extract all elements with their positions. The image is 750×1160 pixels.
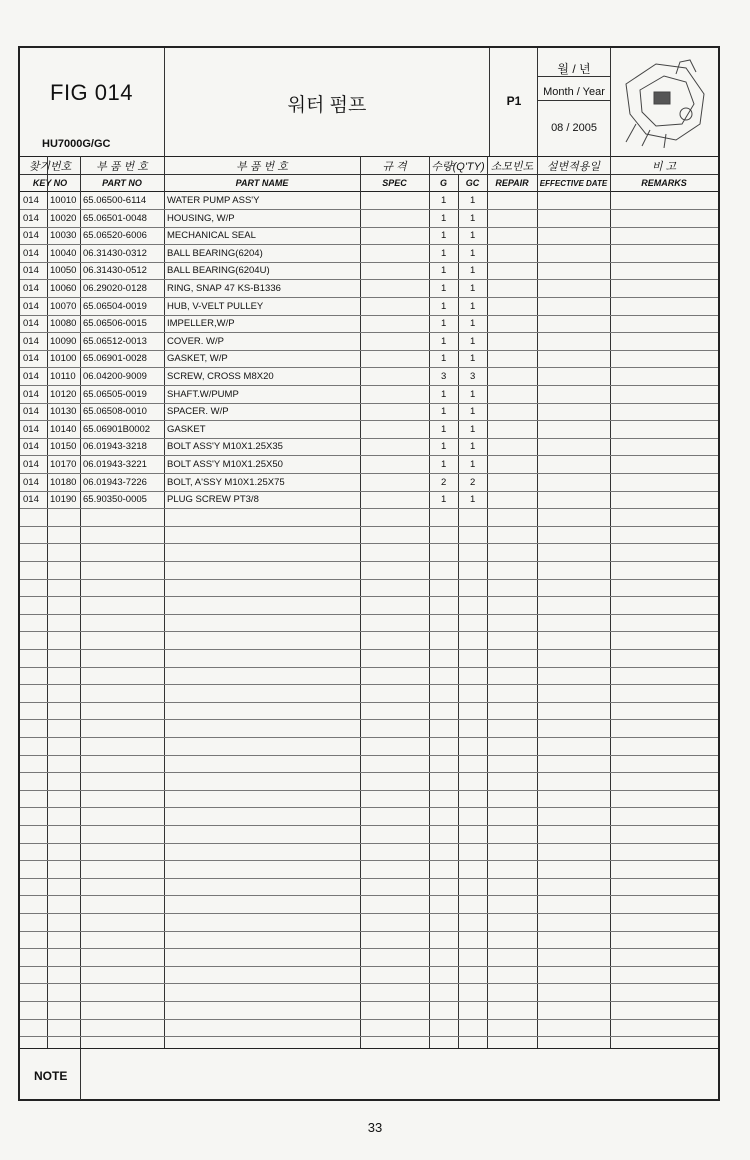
- part-no-cell: 65.06508-0010: [83, 406, 147, 418]
- part-name-cell: SHAFT.W/PUMP: [167, 388, 239, 400]
- key-no-cell: 10190: [50, 494, 77, 506]
- key-no-cell: 10080: [50, 318, 77, 330]
- qty-g-cell: 1: [441, 265, 447, 277]
- col-qty-ko: 수량(Q'TY): [431, 161, 485, 173]
- part-no-cell: 65.90350-0005: [83, 494, 147, 506]
- part-no-cell: 06.01943-3221: [83, 459, 147, 470]
- page-title: 워터 펌프: [287, 95, 367, 116]
- col-spec-ko: 규 격: [382, 161, 407, 173]
- col-spec-en: SPEC: [382, 178, 407, 188]
- part-no-cell: 65.06505-0019: [83, 388, 147, 400]
- model-name: HU7000G/GC: [42, 138, 111, 150]
- part-name-cell: BOLT ASS'Y M10X1.25X50: [167, 459, 283, 470]
- figure-number: FIG 014: [50, 80, 133, 105]
- part-no-cell: 06.01943-7226: [83, 476, 147, 488]
- part-no-cell: 06.31430-0312: [83, 247, 147, 259]
- part-no-cell: 06.04200-9009: [83, 371, 147, 382]
- col-name-ko: 부 품 번 호: [236, 161, 288, 173]
- part-no-cell: 65.06504-0019: [83, 300, 147, 312]
- month-year-label-ko: 월 / 년: [557, 62, 591, 76]
- col-remarks-ko: 비 고: [651, 161, 677, 173]
- qty-gc-cell: 1: [470, 388, 476, 400]
- qty-gc-cell: 1: [470, 230, 476, 242]
- qty-gc-cell: 1: [470, 423, 476, 435]
- col-repair-ko: 소모빈도: [490, 161, 534, 173]
- part-name-cell: GASKET: [167, 423, 206, 435]
- fig-cell: 014: [23, 494, 39, 506]
- part-name-cell: COVER. W/P: [167, 335, 225, 347]
- key-no-cell: 10060: [50, 283, 77, 294]
- qty-g-cell: 1: [441, 441, 447, 453]
- qty-gc-cell: 1: [470, 247, 476, 259]
- col-part-ko: 부 품 번 호: [96, 161, 148, 173]
- month-year-label-en: Month / Year: [543, 86, 605, 98]
- col-part-en: PART NO: [102, 178, 142, 188]
- key-no-cell: 10010: [50, 195, 77, 206]
- col-repair-en: REPAIR: [495, 178, 529, 188]
- qty-g-cell: 1: [441, 247, 447, 259]
- col-effective-en: EFFECTIVE DATE: [539, 179, 608, 188]
- qty-g-cell: 1: [441, 195, 447, 206]
- part-name-cell: BOLT ASS'Y M10X1.25X35: [167, 441, 283, 453]
- part-name-cell: BOLT, A'SSY M10X1.25X75: [167, 476, 285, 488]
- part-no-cell: 65.06520-6006: [83, 230, 147, 242]
- qty-g-cell: 1: [441, 300, 447, 312]
- part-no-cell: 65.06512-0013: [83, 335, 147, 347]
- part-name-cell: BALL BEARING(6204U): [167, 265, 270, 277]
- part-no-cell: 65.06500-6114: [83, 195, 147, 206]
- qty-g-cell: 1: [441, 459, 447, 470]
- fig-cell: 014: [23, 371, 39, 382]
- qty-gc-cell: 1: [470, 318, 476, 330]
- key-no-cell: 10120: [50, 388, 77, 400]
- qty-gc-cell: 1: [470, 353, 476, 365]
- col-effective-ko: 설변적용일: [546, 161, 601, 173]
- fig-cell: 014: [23, 212, 39, 224]
- key-no-cell: 10170: [50, 459, 77, 470]
- key-no-cell: 10090: [50, 335, 77, 347]
- qty-g-cell: 1: [441, 335, 447, 347]
- col-key-ko: 찾기번호: [28, 161, 72, 173]
- qty-g-cell: 2: [441, 476, 447, 488]
- fig-cell: 014: [23, 300, 39, 312]
- qty-gc-cell: 1: [470, 441, 476, 453]
- col-remarks-en: REMARKS: [641, 178, 687, 188]
- fig-cell: 014: [23, 318, 39, 330]
- qty-g-cell: 1: [441, 230, 447, 242]
- part-no-cell: 65.06901B0002: [83, 423, 151, 435]
- fig-cell: 014: [23, 423, 39, 435]
- fig-cell: 014: [23, 388, 39, 400]
- fig-cell: 014: [23, 406, 39, 418]
- fig-cell: 014: [23, 247, 39, 259]
- qty-gc-cell: 1: [470, 494, 476, 506]
- qty-g-cell: 1: [441, 318, 447, 330]
- fig-cell: 014: [23, 283, 39, 294]
- fig-cell: 014: [23, 230, 39, 242]
- month-year-value: 08 / 2005: [551, 122, 597, 134]
- part-name-cell: SCREW, CROSS M8X20: [167, 371, 274, 382]
- qty-gc-cell: 1: [470, 265, 476, 277]
- qty-g-cell: 1: [441, 283, 447, 294]
- qty-g-cell: 1: [441, 406, 447, 418]
- key-no-cell: 10130: [50, 406, 77, 418]
- part-name-cell: WATER PUMP ASS'Y: [167, 195, 260, 206]
- part-no-cell: 65.06506-0015: [83, 318, 147, 330]
- part-name-cell: HUB, V-VELT PULLEY: [167, 300, 264, 312]
- key-no-cell: 10040: [50, 247, 77, 259]
- key-no-cell: 10110: [50, 371, 76, 382]
- part-no-cell: 06.29020-0128: [83, 283, 147, 294]
- note-box: [20, 1048, 718, 1100]
- part-name-cell: MECHANICAL SEAL: [167, 230, 256, 242]
- fig-cell: 014: [23, 441, 39, 453]
- fig-cell: 014: [23, 195, 39, 206]
- qty-g-cell: 3: [441, 371, 447, 382]
- key-no-cell: 10100: [50, 353, 77, 365]
- col-qty-gc: GC: [465, 178, 480, 188]
- col-name-en: PART NAME: [235, 178, 289, 188]
- part-name-cell: IMPELLER,W/P: [167, 318, 235, 330]
- qty-gc-cell: 1: [470, 195, 476, 206]
- part-no-cell: 06.31430-0512: [83, 265, 147, 277]
- page-number: 33: [367, 1120, 383, 1135]
- part-name-cell: GASKET, W/P: [167, 353, 228, 365]
- part-no-cell: 65.06501-0048: [83, 212, 147, 224]
- qty-g-cell: 1: [441, 423, 447, 435]
- part-no-cell: 65.06901-0028: [83, 353, 147, 365]
- part-name-cell: RING, SNAP 47 KS-B1336: [167, 283, 281, 294]
- key-no-cell: 10030: [50, 230, 77, 242]
- sheet-header: [20, 48, 718, 157]
- qty-gc-cell: 1: [470, 335, 476, 347]
- part-name-cell: PLUG SCREW PT3/8: [167, 494, 259, 506]
- col-qty-g: G: [439, 178, 447, 188]
- qty-gc-cell: 1: [470, 406, 476, 418]
- key-no-cell: 10050: [50, 265, 77, 277]
- key-no-cell: 10020: [50, 212, 77, 224]
- parts-sheet: [18, 46, 720, 1101]
- qty-g-cell: 1: [441, 353, 447, 365]
- qty-g-cell: 1: [441, 494, 447, 506]
- fig-cell: 014: [23, 335, 39, 347]
- fig-cell: 014: [23, 459, 39, 470]
- part-name-cell: SPACER. W/P: [167, 406, 229, 418]
- fig-cell: 014: [23, 476, 39, 488]
- part-no-cell: 06.01943-3218: [83, 441, 147, 453]
- qty-gc-cell: 1: [470, 459, 476, 470]
- note-label: NOTE: [34, 1069, 68, 1083]
- fig-cell: 014: [23, 353, 39, 365]
- qty-gc-cell: 3: [470, 371, 476, 382]
- fig-cell: 014: [23, 265, 39, 277]
- qty-gc-cell: 1: [470, 300, 476, 312]
- key-no-cell: 10180: [50, 476, 77, 488]
- machine-thumbnail-icon: [616, 54, 712, 148]
- sheet-page: P1: [506, 94, 522, 108]
- key-no-cell: 10140: [50, 423, 77, 435]
- qty-g-cell: 1: [441, 212, 447, 224]
- part-name-cell: HOUSING, W/P: [167, 212, 235, 224]
- col-key-en: KEY NO: [32, 178, 68, 188]
- key-no-cell: 10150: [50, 441, 77, 453]
- qty-g-cell: 1: [441, 388, 447, 400]
- qty-gc-cell: 1: [470, 283, 476, 294]
- qty-gc-cell: 1: [470, 212, 476, 224]
- part-name-cell: BALL BEARING(6204): [167, 247, 263, 259]
- qty-gc-cell: 2: [470, 476, 476, 488]
- key-no-cell: 10070: [50, 300, 77, 312]
